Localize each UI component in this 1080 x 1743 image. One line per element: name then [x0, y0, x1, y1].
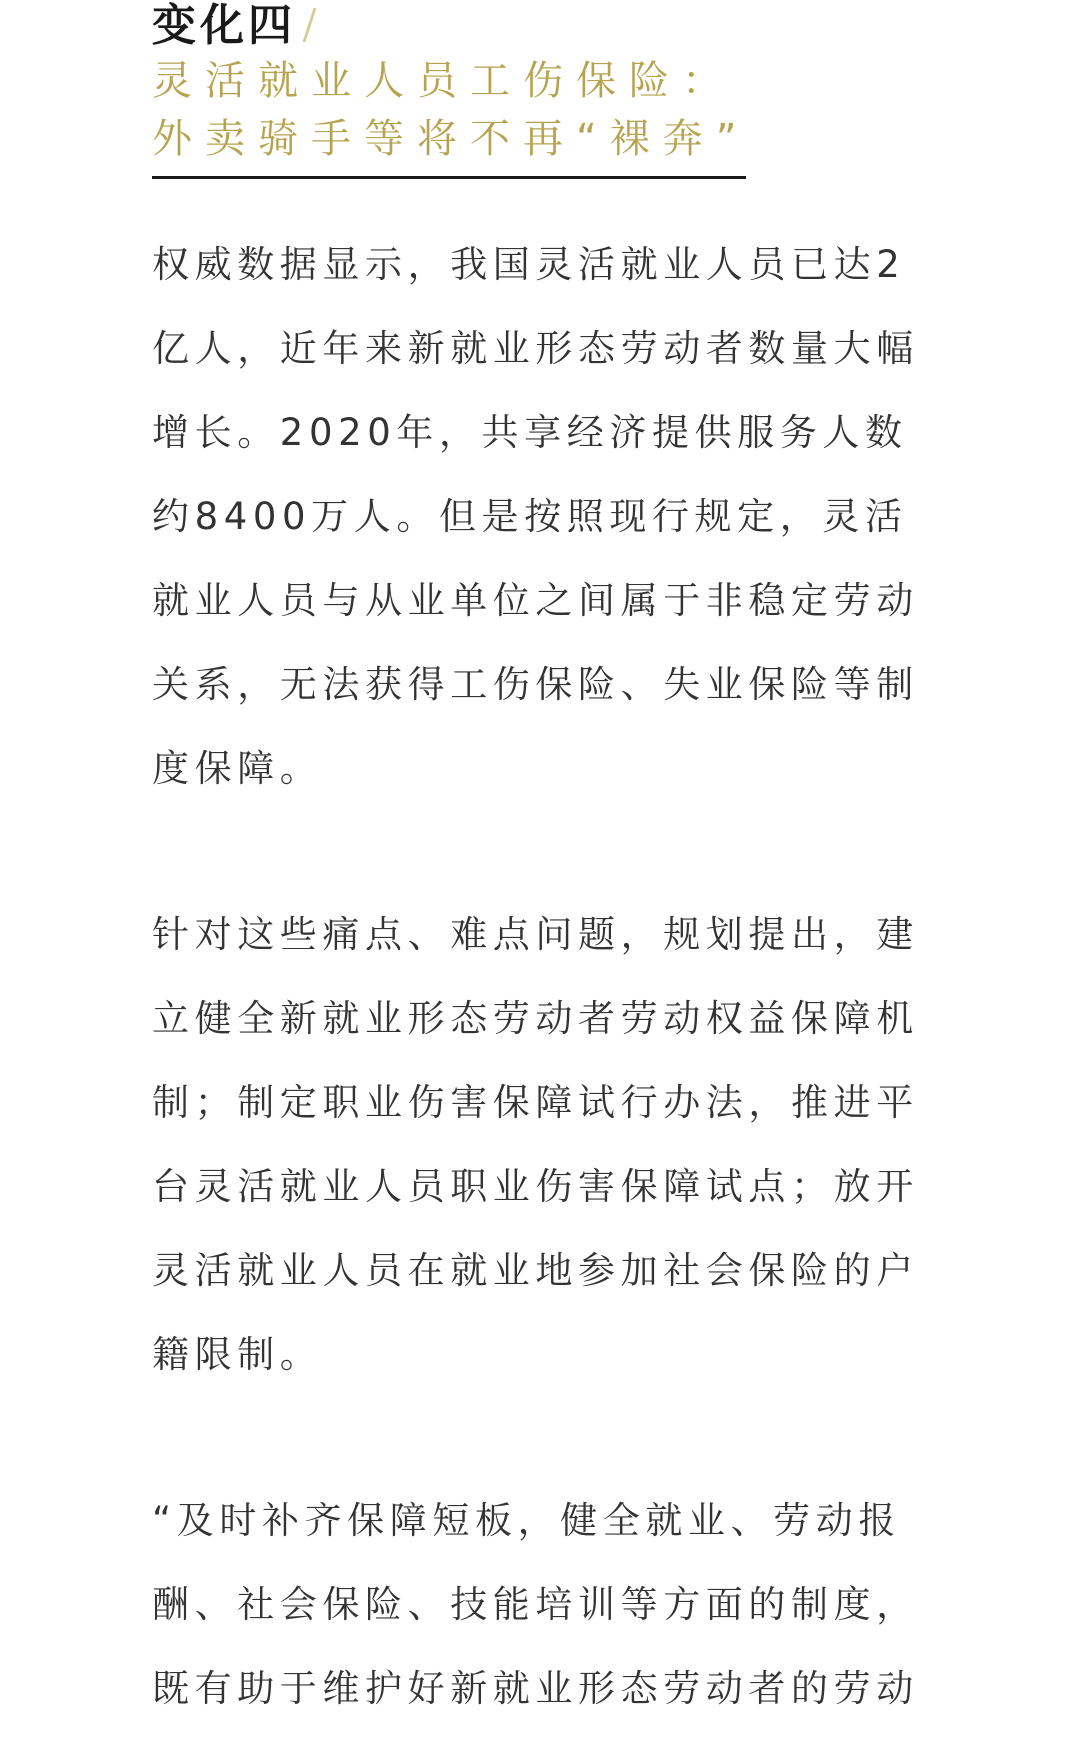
paragraph-2 [152, 893, 978, 1397]
paragraph-line: “及时补齐保障短板，健全就业、劳动报 [152, 1499, 901, 1542]
paragraph-line: 增长。2020年，共享经济提供服务人数 [152, 411, 908, 454]
paragraph-line: 针对这些痛点、难点问题，规划提出，建 [152, 913, 919, 956]
paragraph-1 [152, 223, 978, 811]
section-label [152, 0, 746, 52]
section-title-line-2: 外卖骑手等将不再“裸奔” [152, 116, 750, 162]
paragraph-line: 就业人员与从业单位之间属于非稳定劳动 [152, 579, 919, 622]
paragraph-line: 台灵活就业人员职业伤害保障试点；放开 [152, 1165, 919, 1208]
paragraph-line: 权威数据显示，我国灵活就业人员已达2 [152, 243, 906, 286]
section-heading [152, 0, 750, 179]
paragraph-line: 酬、社会保险、技能培训等方面的制度， [152, 1583, 919, 1626]
paragraph-3 [152, 1479, 978, 1731]
paragraph-line: 灵活就业人员在就业地参加社会保险的户 [152, 1249, 919, 1292]
paragraph-line: 制；制定职业伤害保障试行办法，推进平 [152, 1081, 919, 1124]
paragraph-line: 约8400万人。但是按照现行规定，灵活 [152, 495, 908, 538]
slash-divider-icon [302, 8, 316, 42]
paragraph-line: 亿人，近年来新就业形态劳动者数量大幅 [152, 327, 919, 370]
paragraph-line: 既有助于维护好新就业形态劳动者的劳动 [152, 1667, 919, 1710]
section-label-text: 变化四 [152, 0, 296, 51]
paragraph-line: 关系，无法获得工伤保险、失业保险等制 [152, 663, 919, 706]
paragraph-line: 度保障。 [152, 747, 323, 790]
paragraph-line: 籍限制。 [152, 1333, 323, 1376]
paragraph-line: 立健全新就业形态劳动者劳动权益保障机 [152, 997, 919, 1040]
section-title-line-1: 灵活就业人员工伤保险： [152, 58, 735, 104]
article [152, 0, 978, 1731]
